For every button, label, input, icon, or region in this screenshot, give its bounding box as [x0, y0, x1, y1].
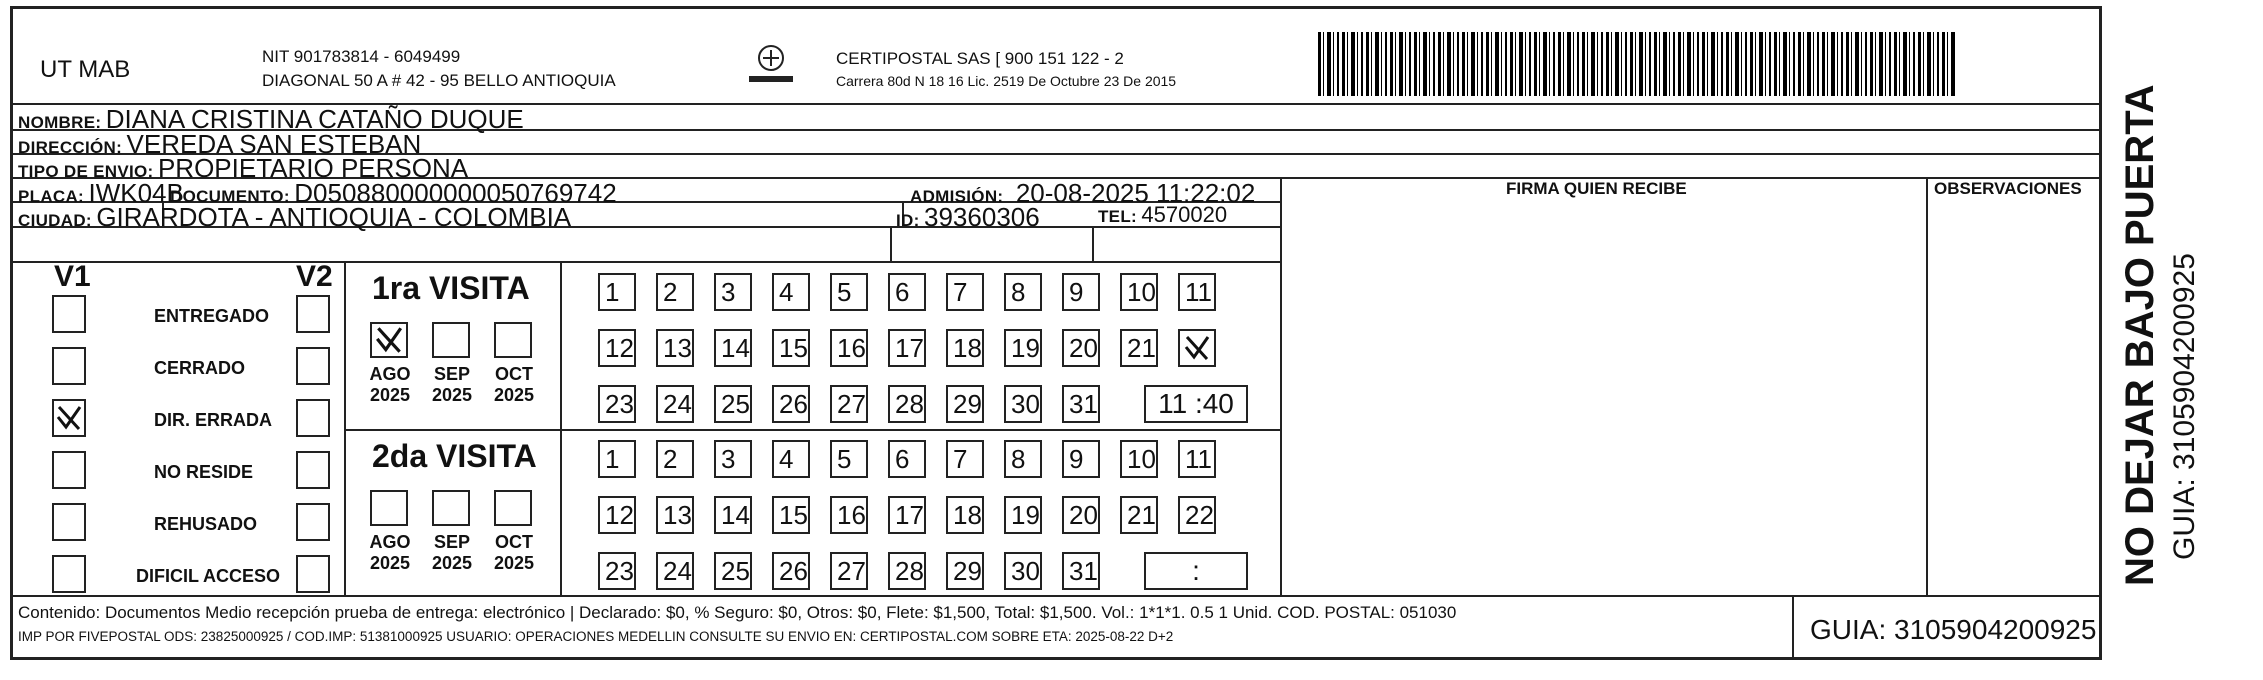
tel-value: 4570020 [1141, 202, 1228, 227]
id-row [896, 204, 1040, 230]
month-checkbox[interactable] [370, 490, 408, 526]
day-box[interactable]: 5 [830, 440, 868, 478]
v1-checkbox[interactable] [52, 503, 86, 541]
ciudad-value: GIRARDOTA - ANTIOQUIA - COLOMBIA [96, 202, 572, 232]
nombre-label: NOMBRE: [18, 113, 102, 132]
day-box[interactable]: 4 [772, 440, 810, 478]
day-box[interactable]: 17 [888, 329, 926, 367]
carrier-name: CERTIPOSTAL SAS [ 900 151 122 - 2 [836, 49, 1124, 68]
guia-footer: GUIA: 3105904200925 [1810, 614, 2097, 645]
month-label: SEP 2025 [431, 532, 473, 573]
day-box[interactable]: 16 [830, 329, 868, 367]
id-label: ID: [896, 211, 920, 230]
time-field[interactable]: : [1144, 552, 1248, 590]
first-visit-title: 1ra VISITA [372, 270, 530, 306]
imp-text: IMP POR FIVEPOSTAL ODS: 23825000925 / COD.IMP: 51381000925 USUARIO: OPERACIONES MEDELLIN CONSULTE SU ENVIO EN: CERTIPOSTAL.COM SOBRE ETA: 2025-08-22 D+2 [18, 629, 1174, 644]
day-box[interactable]: 29 [946, 385, 984, 423]
v1-header: V1 [54, 260, 91, 293]
day-box[interactable]: 11 [1178, 273, 1216, 311]
month-label: OCT 2025 [493, 364, 535, 405]
tipo-value: PROPIETARIO PERSONA [157, 153, 469, 183]
day-box[interactable]: 3 [714, 273, 752, 311]
v2-header: V2 [296, 260, 333, 293]
day-box[interactable]: 11 [1178, 440, 1216, 478]
status-label: ENTREGADO [154, 306, 270, 326]
day-box[interactable]: 2 [656, 440, 694, 478]
v1-checkbox[interactable] [52, 347, 86, 385]
month-checkbox[interactable] [432, 490, 470, 526]
tipo-label: TIPO DE ENVIO: [18, 162, 154, 181]
day-box[interactable]: 26 [772, 385, 810, 423]
day-box[interactable]: 5 [830, 273, 868, 311]
day-box[interactable]: 3 [714, 440, 752, 478]
v2-checkbox[interactable] [296, 399, 330, 437]
divider [890, 226, 892, 261]
divider [1792, 595, 1794, 658]
admision-label: ADMISIÓN: [910, 187, 1004, 206]
divider [1926, 177, 1928, 595]
company-address: DIAGONAL 50 A # 42 - 95 BELLO ANTIOQUIA [262, 71, 616, 90]
v1-checkbox[interactable] [52, 451, 86, 489]
month-label: OCT 2025 [493, 532, 535, 573]
side-warning: NO DEJAR BAJO PUERTA [2118, 84, 2162, 586]
day-box[interactable]: 28 [888, 385, 926, 423]
day-box[interactable]: 19 [1004, 329, 1042, 367]
day-box[interactable]: 17 [888, 496, 926, 534]
month-label: SEP 2025 [431, 364, 473, 405]
day-box[interactable]: 30 [1004, 385, 1042, 423]
day-box[interactable]: 29 [946, 552, 984, 590]
day-box[interactable]: 27 [830, 552, 868, 590]
direccion-label: DIRECCIÓN: [18, 138, 123, 157]
v1-checkbox[interactable] [52, 555, 86, 593]
divider [12, 261, 1280, 263]
observaciones-header: OBSERVACIONES [1934, 179, 2082, 198]
day-box[interactable]: 16 [830, 496, 868, 534]
v2-checkbox[interactable] [296, 295, 330, 333]
divider [12, 595, 2100, 597]
carrier-license: Carrera 80d N 18 16 Lic. 2519 De Octubre 23 De 2015 [836, 73, 1177, 89]
documento-value: D050880000000050769742 [294, 178, 617, 208]
v2-checkbox[interactable] [296, 451, 330, 489]
day-box[interactable]: 1 [598, 440, 636, 478]
v2-checkbox[interactable] [296, 555, 330, 593]
placa-label: PLACA: [18, 187, 85, 206]
day-box[interactable]: 14 [714, 496, 752, 534]
day-box[interactable]: 20 [1062, 496, 1100, 534]
v1-checkbox[interactable] [52, 295, 86, 333]
day-box[interactable]: 13 [656, 496, 694, 534]
day-box[interactable]: 25 [714, 385, 752, 423]
day-box[interactable]: 26 [772, 552, 810, 590]
day-box[interactable]: 10 [1120, 440, 1158, 478]
day-box[interactable]: 9 [1062, 273, 1100, 311]
status-label: CERRADO [154, 358, 246, 378]
day-box[interactable]: 18 [946, 496, 984, 534]
month-checkbox[interactable] [370, 322, 408, 358]
contenido-text: Contenido: Documentos Medio recepción prueba de entrega: electrónico | Declarado: $0, % Seguro: $0, Otros: $0, Flete: $1,500, Total: $1,500. Vol.: 1*1*1. 0.5 1 Unid. COD. POSTAL: 051030 [18, 603, 1457, 622]
status-label: REHUSADO [154, 514, 258, 534]
day-box[interactable]: 19 [1004, 496, 1042, 534]
placa-value: IWK04B [88, 178, 184, 208]
check-icon [54, 401, 84, 435]
company-nit: NIT 901783814 - 6049499 [262, 47, 461, 66]
v1-checkbox[interactable] [52, 399, 86, 437]
day-box[interactable]: 31 [1062, 552, 1100, 590]
month-label: AGO 2025 [369, 364, 411, 405]
certipostal-logo-icon [746, 38, 796, 88]
direccion-value: VEREDA SAN ESTEBAN [126, 129, 422, 159]
divider [1280, 177, 1282, 595]
day-box[interactable]: 2 [656, 273, 694, 311]
tel-row [1098, 204, 1227, 226]
second-visit-title: 2da VISITA [372, 438, 537, 474]
month-checkbox[interactable] [432, 322, 470, 358]
day-box[interactable]: 20 [1062, 329, 1100, 367]
admision-value: 20-08-2025 11:22:02 [1015, 178, 1256, 208]
day-box[interactable]: 28 [888, 552, 926, 590]
day-box[interactable]: 24 [656, 385, 694, 423]
day-box[interactable]: 14 [714, 329, 752, 367]
day-box[interactable]: 15 [772, 496, 810, 534]
status-label: NO RESIDE [154, 462, 254, 482]
day-box[interactable]: 13 [656, 329, 694, 367]
day-box[interactable]: 22 [1178, 496, 1216, 534]
day-box[interactable]: 18 [946, 329, 984, 367]
day-box[interactable]: 27 [830, 385, 868, 423]
day-box[interactable]: 23 [598, 385, 636, 423]
day-box[interactable]: 23 [598, 552, 636, 590]
logo-wordmark [749, 76, 793, 82]
day-box[interactable]: 6 [888, 273, 926, 311]
day-box[interactable]: 31 [1062, 385, 1100, 423]
status-label: DIFICIL ACCESO [136, 566, 281, 586]
check-icon [372, 324, 406, 356]
day-box[interactable]: 30 [1004, 552, 1042, 590]
divider [344, 429, 1280, 431]
month-label: AGO 2025 [369, 532, 411, 573]
day-box[interactable]: 8 [1004, 273, 1042, 311]
day-box[interactable]: 24 [656, 552, 694, 590]
documento-label: DOCUMENTO: [170, 187, 290, 206]
day-box[interactable] [1178, 329, 1216, 367]
side-guia: GUIA: 3105904200925 [2168, 253, 2201, 560]
company-name: UT MAB [40, 56, 131, 83]
day-box[interactable]: 15 [772, 329, 810, 367]
check-icon [1182, 333, 1212, 363]
month-checkbox[interactable] [494, 322, 532, 358]
day-box[interactable]: 4 [772, 273, 810, 311]
day-box[interactable]: 7 [946, 440, 984, 478]
id-value: 39360306 [924, 202, 1040, 232]
day-box[interactable]: 9 [1062, 440, 1100, 478]
day-box[interactable]: 8 [1004, 440, 1042, 478]
v2-checkbox[interactable] [296, 503, 330, 541]
barcode [1318, 32, 1956, 96]
day-box[interactable]: 12 [598, 496, 636, 534]
time-field[interactable]: 11 :40 [1144, 385, 1248, 423]
divider [344, 261, 346, 595]
day-box[interactable]: 1 [598, 273, 636, 311]
status-label: DIR. ERRADA [154, 410, 273, 430]
month-checkbox[interactable] [494, 490, 532, 526]
day-box[interactable]: 25 [714, 552, 752, 590]
v2-checkbox[interactable] [296, 347, 330, 385]
divider [1092, 226, 1094, 261]
day-box[interactable]: 21 [1120, 329, 1158, 367]
day-box[interactable]: 6 [888, 440, 926, 478]
ciudad-label: CIUDAD: [18, 211, 92, 230]
day-box[interactable]: 12 [598, 329, 636, 367]
nombre-value: DIANA CRISTINA CATAÑO DUQUE [105, 104, 524, 134]
day-box[interactable]: 10 [1120, 273, 1158, 311]
firma-header: FIRMA QUIEN RECIBE [1506, 179, 1687, 198]
tel-label: TEL: [1098, 207, 1137, 226]
day-box[interactable]: 21 [1120, 496, 1158, 534]
day-box[interactable]: 7 [946, 273, 984, 311]
divider [560, 261, 562, 595]
ciudad-row [18, 204, 571, 230]
